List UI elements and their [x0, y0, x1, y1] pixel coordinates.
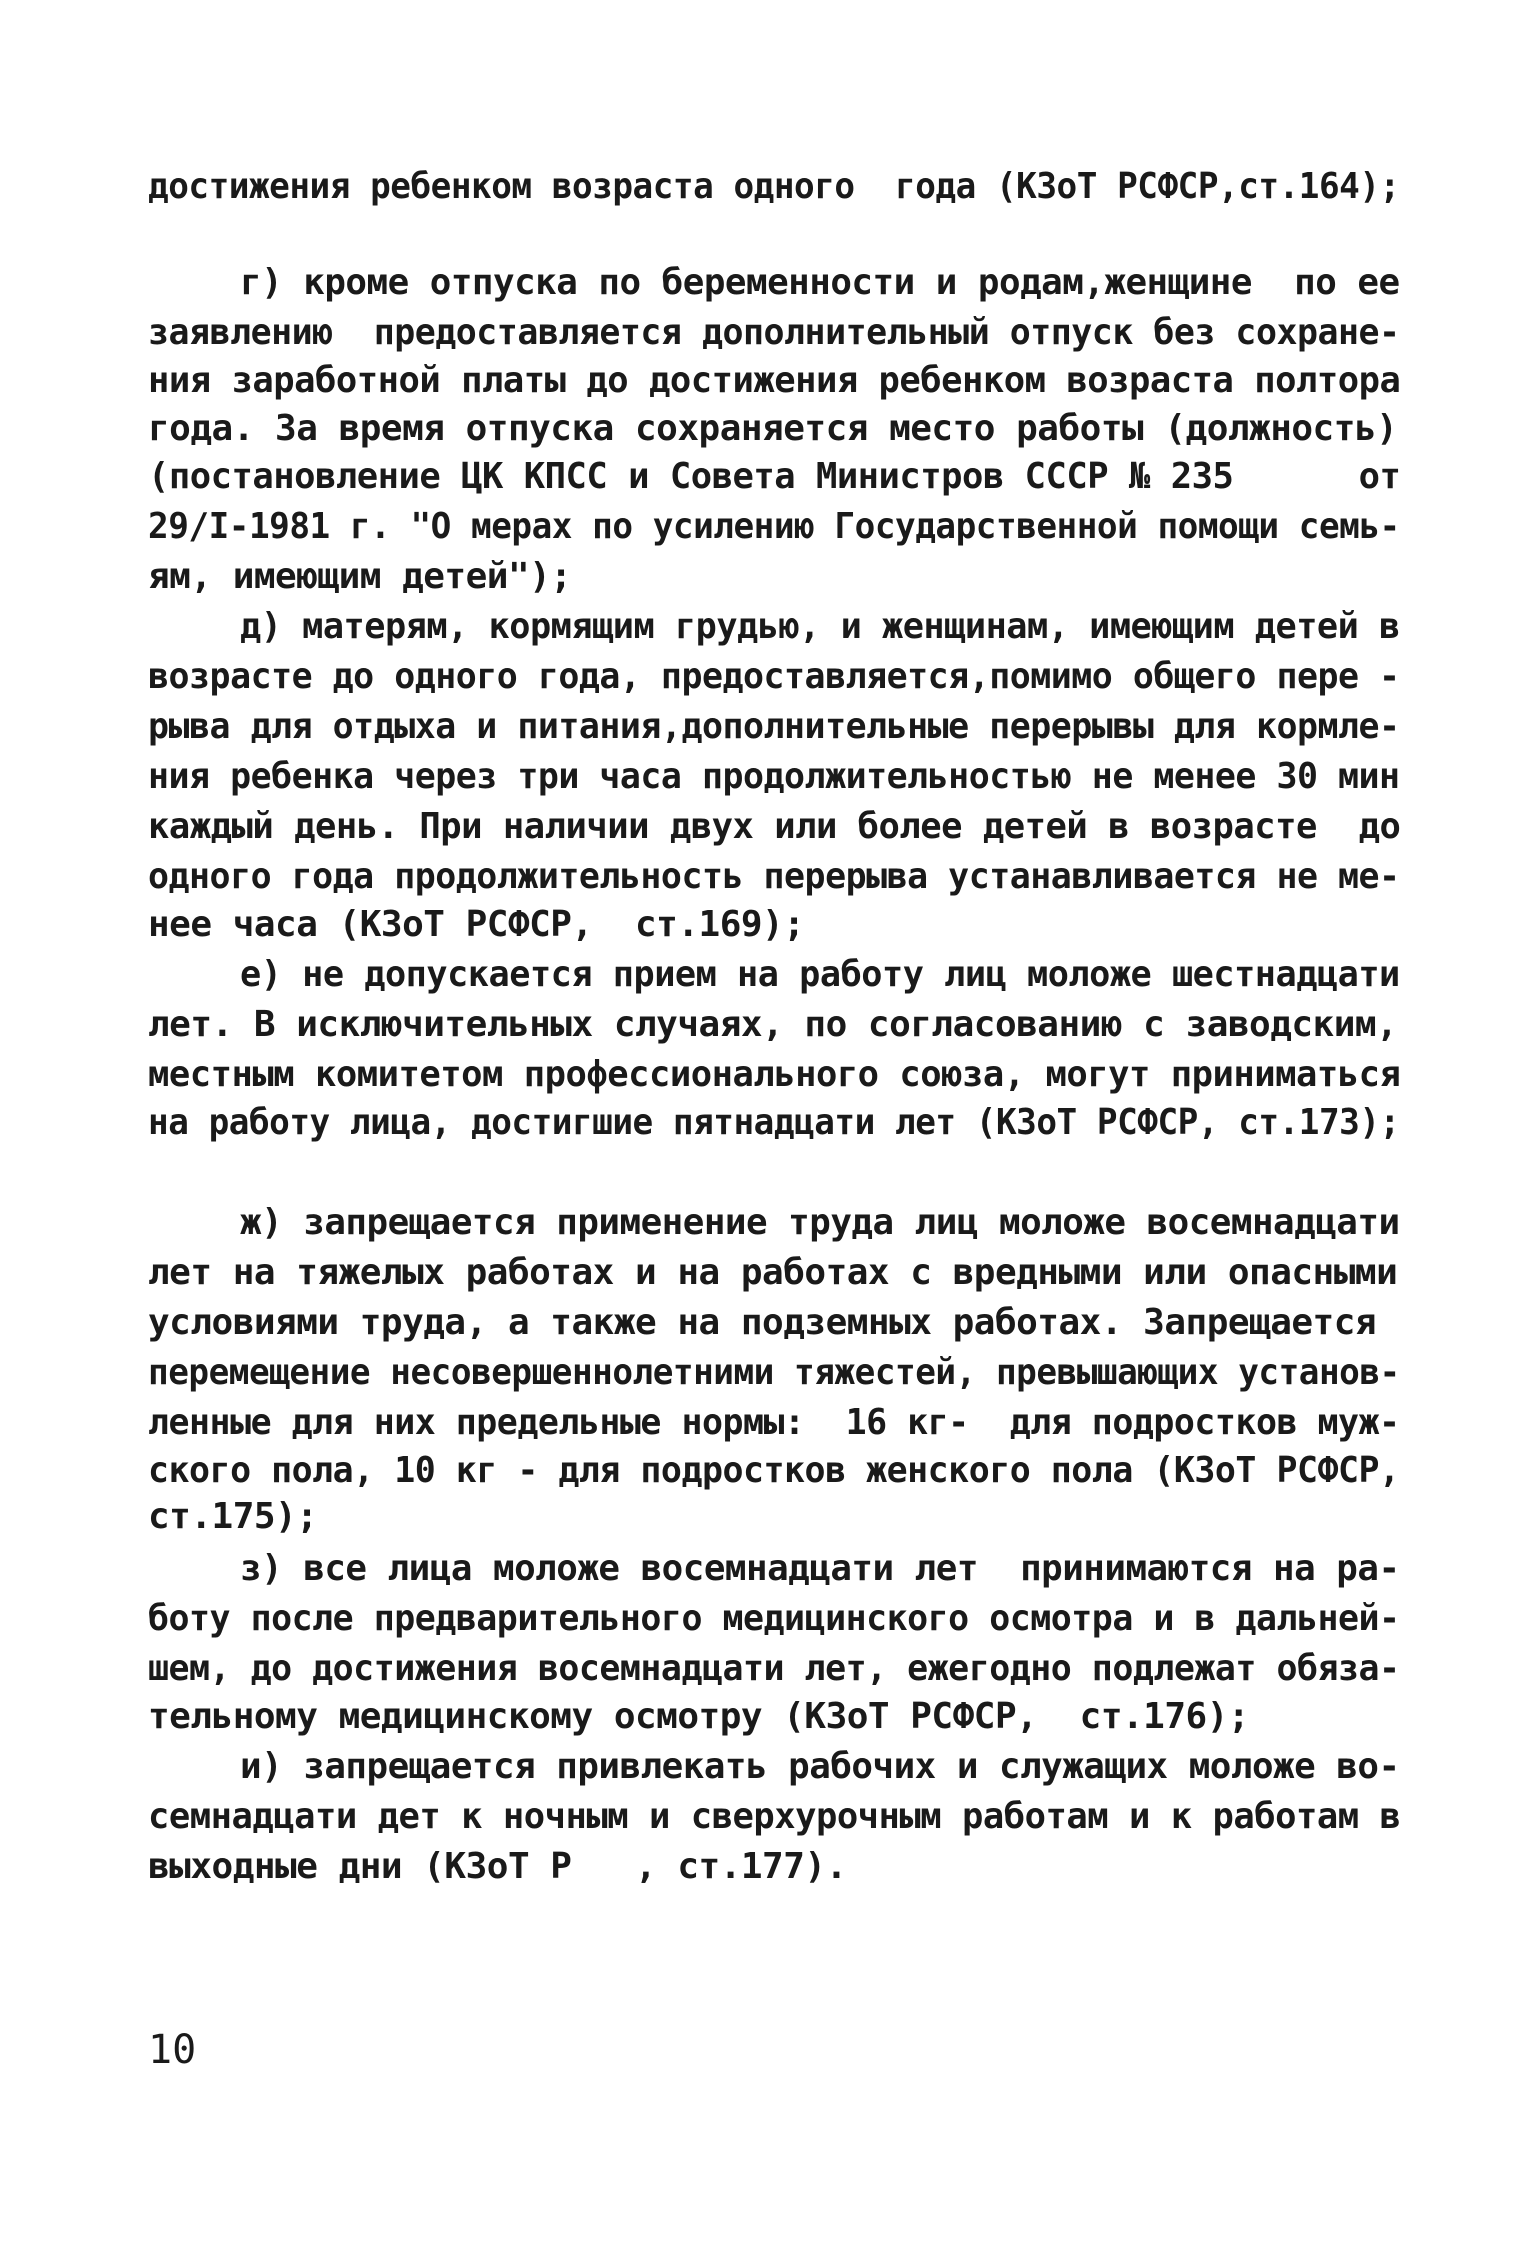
text-line: ния заработной платы до достижения ребенком возраста полтора: [148, 360, 1401, 401]
text-line: перемещение несовершеннолетними тяжестей, превышающих установ-: [148, 1352, 1400, 1393]
text-line: ния ребенка через три часа продолжительностью не менее 30 мин: [148, 756, 1400, 797]
text-line: одного года продолжительность перерыва устанавливается не ме-: [148, 856, 1400, 897]
text-line: е) не допускается прием на работу лиц моложе шестнадцати: [240, 954, 1400, 995]
text-line: ям, имеющим детей");: [148, 556, 572, 597]
text-line: г) кроме отпуска по беременности и родам,женщине по ее: [240, 262, 1400, 303]
text-line: шем, до достижения восемнадцати лет, ежегодно подлежат обяза-: [148, 1648, 1400, 1689]
text-line: тельному медицинскому осмотру (КЗоТ РСФСР, ст.176);: [148, 1696, 1250, 1737]
text-line: боту после предварительного медицинского осмотра и в дальней-: [148, 1598, 1400, 1639]
text-line: достижения ребенком возраста одного года (КЗоТ РСФСР,ст.164);: [148, 166, 1400, 207]
text-line: ст.175);: [148, 1496, 318, 1537]
text-line: возрасте до одного года, предоставляется,помимо общего пере -: [148, 656, 1400, 697]
text-line: местным комитетом профессионального союза, могут приниматься: [148, 1054, 1401, 1095]
text-line: лет. В исключительных случаях, по согласованию с заводским,: [148, 1004, 1398, 1045]
text-line: з) все лица моложе восемнадцати лет принимаются на ра-: [240, 1548, 1400, 1589]
text-line: заявлению предоставляется дополнительный отпуск без сохране-: [148, 312, 1400, 353]
text-line: условиями труда, а также на подземных работах. Запрещается: [148, 1302, 1377, 1343]
text-line: ского пола, 10 кг - для подростков женского пола (КЗоТ РСФСР,: [148, 1450, 1400, 1491]
text-line: ж) запрещается применение труда лиц моложе восемнадцати: [240, 1202, 1400, 1243]
text-line: семнадцати дет к ночным и сверхурочным работам и к работам в: [148, 1796, 1401, 1837]
text-line: года. За время отпуска сохраняется место работы (должность): [148, 408, 1398, 449]
text-line: на работу лица, достигшие пятнадцати лет (КЗоТ РСФСР, ст.173);: [148, 1102, 1400, 1143]
page-number: 10: [148, 2027, 197, 2073]
text-line: нее часа (КЗоТ РСФСР, ст.169);: [148, 904, 805, 945]
text-line: выходные дни (КЗоТ Р , ст.177).: [148, 1846, 847, 1887]
text-line: д) матерям, кормящим грудью, и женщинам, имеющим детей в: [240, 606, 1400, 647]
text-line: рыва для отдыха и питания,дополнительные перерывы для кормле-: [148, 706, 1400, 747]
text-line: ленные для них предельные нормы: 16 кг- для подростков муж-: [148, 1402, 1400, 1443]
text-line: лет на тяжелых работах и на работах с вредными или опасными: [148, 1252, 1398, 1293]
text-line: (постановление ЦК КПСС и Совета Министров СССР № 235 от: [148, 456, 1401, 497]
text-line: и) запрещается привлекать рабочих и служащих моложе во-: [240, 1746, 1400, 1787]
text-line: каждый день. При наличии двух или более детей в возрасте до: [148, 806, 1401, 847]
text-line: 29/I-1981 г. "О мерах по усилению Государственной помощи семь-: [148, 506, 1400, 547]
